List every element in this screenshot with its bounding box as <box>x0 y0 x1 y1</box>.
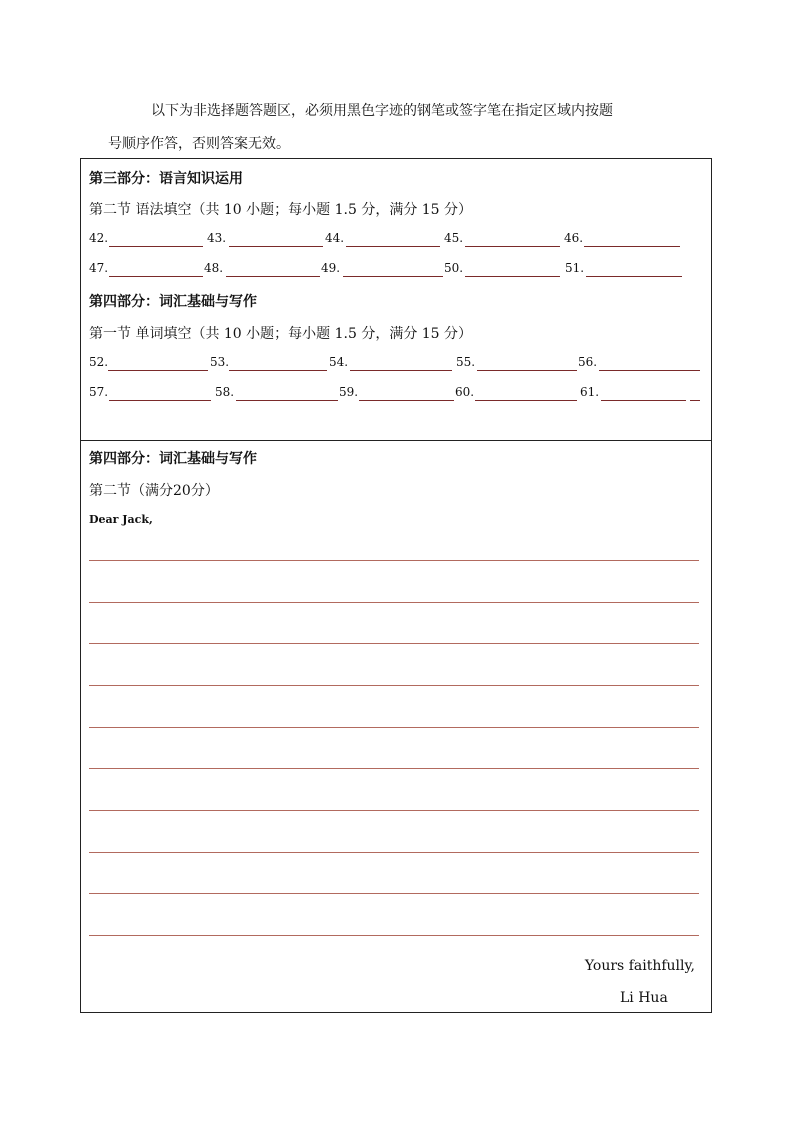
question-number: 53. <box>210 355 230 369</box>
instruction-line-2: 号顺序作答，否则答案无效。 <box>108 136 290 152</box>
answer-blank-46[interactable] <box>584 246 680 247</box>
answer-box-fill-in <box>80 158 712 441</box>
writing-line-2[interactable] <box>89 602 699 603</box>
question-number: 56. <box>578 355 598 369</box>
question-number: 52. <box>89 355 109 369</box>
part3-heading: 第三部分：语言知识运用 <box>89 171 243 187</box>
part4-section-2-title: 第二节（满分20分） <box>89 483 219 499</box>
writing-line-3[interactable] <box>89 643 699 644</box>
question-number: 51. <box>565 261 585 275</box>
answer-blank-51[interactable] <box>586 276 682 277</box>
answer-blank-61[interactable] <box>601 400 686 401</box>
question-number: 43. <box>207 231 227 245</box>
part3-section-title: 第二节 语法填空（共 10 小题；每小题 1.5 分，满分 15 分） <box>89 202 473 218</box>
answer-blank-59[interactable] <box>359 400 454 401</box>
question-number: 57. <box>89 385 109 399</box>
question-number: 54. <box>329 355 349 369</box>
question-number: 61. <box>580 385 600 399</box>
question-number: 58. <box>215 385 235 399</box>
question-number: 59. <box>339 385 359 399</box>
answer-blank-50[interactable] <box>465 276 560 277</box>
letter-signature: Li Hua <box>620 990 668 1006</box>
answer-blank-48[interactable] <box>226 276 320 277</box>
answer-blank-43[interactable] <box>229 246 323 247</box>
answer-blank-53[interactable] <box>229 370 327 371</box>
writing-line-6[interactable] <box>89 768 699 769</box>
question-number: 47. <box>89 261 109 275</box>
question-number: 44. <box>325 231 345 245</box>
answer-blank-44[interactable] <box>346 246 440 247</box>
part4-heading: 第四部分：词汇基础与写作 <box>89 294 257 310</box>
answer-blank-52[interactable] <box>108 370 208 371</box>
writing-line-8[interactable] <box>89 852 699 853</box>
answer-blank-49[interactable] <box>343 276 443 277</box>
question-number: 49. <box>321 261 341 275</box>
letter-closing: Yours faithfully, <box>584 958 695 974</box>
writing-line-4[interactable] <box>89 685 699 686</box>
question-number: 42. <box>89 231 109 245</box>
question-number: 50. <box>444 261 464 275</box>
question-number: 45. <box>444 231 464 245</box>
writing-line-9[interactable] <box>89 893 699 894</box>
answer-blank-60[interactable] <box>475 400 577 401</box>
answer-blank-54[interactable] <box>350 370 452 371</box>
writing-line-1[interactable] <box>89 560 699 561</box>
part4-section-1-title: 第一节 单词填空（共 10 小题；每小题 1.5 分，满分 15 分） <box>89 326 473 342</box>
letter-greeting: Dear Jack, <box>89 513 153 526</box>
answer-blank-56[interactable] <box>599 370 700 371</box>
answer-blank-55[interactable] <box>477 370 577 371</box>
question-number: 55. <box>456 355 476 369</box>
instruction-line-1: 以下为非选择题答题区，必须用黑色字迹的钢笔或签字笔在指定区域内按题 <box>151 103 613 119</box>
question-number: 46. <box>564 231 584 245</box>
question-number: 48. <box>204 261 224 275</box>
answer-blank-45[interactable] <box>465 246 560 247</box>
answer-blank-42[interactable] <box>109 246 203 247</box>
answer-blank-58[interactable] <box>236 400 338 401</box>
writing-line-5[interactable] <box>89 727 699 728</box>
part4-heading-writing: 第四部分：词汇基础与写作 <box>89 451 257 467</box>
answer-blank-57[interactable] <box>109 400 211 401</box>
writing-line-10[interactable] <box>89 935 699 936</box>
writing-line-7[interactable] <box>89 810 699 811</box>
answer-blank-47[interactable] <box>109 276 203 277</box>
answer-blank-extra <box>690 400 700 401</box>
question-number: 60. <box>455 385 475 399</box>
answer-box-writing <box>80 440 712 1013</box>
